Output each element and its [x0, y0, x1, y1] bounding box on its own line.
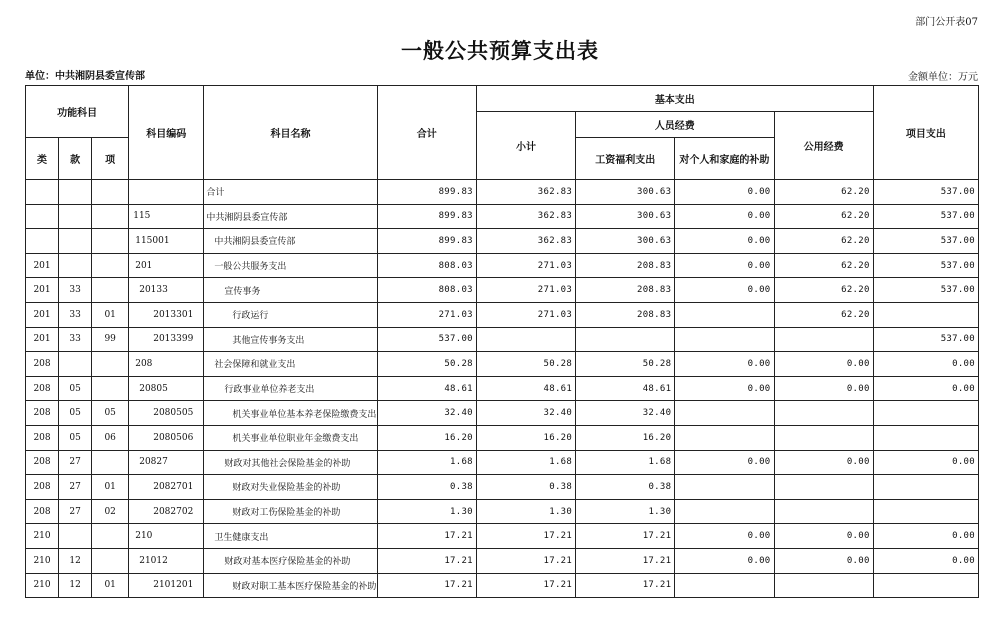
- cell-code: [129, 180, 204, 205]
- cell-xiang: 06: [92, 425, 129, 450]
- cell-public: [774, 327, 873, 352]
- cell-name: 行政运行: [204, 302, 377, 327]
- table-row: [26, 229, 979, 254]
- cell-code: 20805: [129, 376, 204, 401]
- cell-lei: 208: [26, 450, 59, 475]
- cell-subtotal: [476, 327, 575, 352]
- cell-salary: 50.28: [576, 352, 675, 377]
- cell-public: 62.20: [774, 302, 873, 327]
- cell-public: [774, 475, 873, 500]
- cell-xiang: 02: [92, 499, 129, 524]
- table-row: [26, 204, 979, 229]
- cell-public: 62.20: [774, 229, 873, 254]
- cell-salary: [576, 327, 675, 352]
- cell-family: 0.00: [675, 229, 774, 254]
- cell-xiang: [92, 548, 129, 573]
- cell-lei: 208: [26, 475, 59, 500]
- cell-family: [675, 302, 774, 327]
- cell-total: 17.21: [377, 524, 476, 549]
- cell-xiang: [92, 450, 129, 475]
- cell-kuan: [59, 253, 92, 278]
- cell-total: 899.83: [377, 180, 476, 205]
- cell-subtotal: 271.03: [476, 253, 575, 278]
- cell-salary: 0.38: [576, 475, 675, 500]
- department-label: 单位：中共湘阴县委宣传部: [25, 71, 145, 82]
- cell-kuan: 27: [59, 450, 92, 475]
- cell-public: [774, 573, 873, 598]
- cell-total: 48.61: [377, 376, 476, 401]
- cell-salary: 208.83: [576, 253, 675, 278]
- cell-project: [873, 401, 978, 426]
- cell-lei: 208: [26, 401, 59, 426]
- cell-project: 537.00: [873, 278, 978, 303]
- cell-salary: 208.83: [576, 278, 675, 303]
- cell-public: [774, 499, 873, 524]
- cell-name: 财政对失业保险基金的补助: [204, 475, 377, 500]
- cell-total: 0.38: [377, 475, 476, 500]
- cell-salary: 17.21: [576, 524, 675, 549]
- cell-code: 20133: [129, 278, 204, 303]
- cell-lei: [26, 204, 59, 229]
- cell-kuan: 05: [59, 401, 92, 426]
- cell-project: [873, 499, 978, 524]
- cell-family: [675, 425, 774, 450]
- cell-total: 16.20: [377, 425, 476, 450]
- table-row: [26, 376, 979, 401]
- cell-family: [675, 401, 774, 426]
- cell-salary: 1.30: [576, 499, 675, 524]
- cell-salary: 300.63: [576, 204, 675, 229]
- cell-xiang: [92, 376, 129, 401]
- money-unit-label: 金额单位：万元: [908, 72, 978, 83]
- header-basic: 基本支出: [476, 86, 873, 112]
- cell-project: [873, 573, 978, 598]
- cell-xiang: [92, 352, 129, 377]
- cell-total: 899.83: [377, 204, 476, 229]
- cell-kuan: [59, 524, 92, 549]
- table-header: [26, 86, 979, 180]
- cell-project: [873, 475, 978, 500]
- cell-kuan: 27: [59, 499, 92, 524]
- table-body: [26, 180, 979, 598]
- cell-kuan: 05: [59, 425, 92, 450]
- page-title: 一般公共预算支出表: [401, 39, 599, 63]
- header-salary: 工资福利支出: [576, 138, 675, 180]
- cell-name: 中共湘阴县委宣传部: [204, 229, 377, 254]
- cell-kuan: 33: [59, 278, 92, 303]
- cell-lei: 210: [26, 524, 59, 549]
- cell-family: 0.00: [675, 204, 774, 229]
- cell-project: 537.00: [873, 180, 978, 205]
- cell-subtotal: 362.83: [476, 204, 575, 229]
- cell-family: [675, 573, 774, 598]
- header-family: 对个人和家庭的补助: [675, 138, 774, 180]
- cell-lei: [26, 229, 59, 254]
- table-row: [26, 524, 979, 549]
- cell-xiang: [92, 204, 129, 229]
- cell-kuan: 33: [59, 327, 92, 352]
- table-row: [26, 450, 979, 475]
- cell-salary: 17.21: [576, 573, 675, 598]
- cell-code: 208: [129, 352, 204, 377]
- cell-subtotal: 16.20: [476, 425, 575, 450]
- cell-total: 1.30: [377, 499, 476, 524]
- cell-code: 2080505: [129, 401, 204, 426]
- cell-lei: 208: [26, 425, 59, 450]
- cell-name: 其他宣传事务支出: [204, 327, 377, 352]
- cell-kuan: [59, 229, 92, 254]
- cell-family: 0.00: [675, 524, 774, 549]
- cell-subtotal: 271.03: [476, 278, 575, 303]
- cell-public: 62.20: [774, 278, 873, 303]
- cell-lei: [26, 180, 59, 205]
- table-row: [26, 548, 979, 573]
- cell-lei: 208: [26, 376, 59, 401]
- cell-salary: 17.21: [576, 548, 675, 573]
- table-row: [26, 425, 979, 450]
- cell-family: 0.00: [675, 376, 774, 401]
- table-row: [26, 327, 979, 352]
- cell-project: 537.00: [873, 204, 978, 229]
- cell-subtotal: 362.83: [476, 180, 575, 205]
- cell-kuan: [59, 204, 92, 229]
- cell-kuan: 12: [59, 548, 92, 573]
- cell-name: 财政对职工基本医疗保险基金的补助: [204, 573, 377, 598]
- cell-name: 行政事业单位养老支出: [204, 376, 377, 401]
- cell-project: [873, 425, 978, 450]
- cell-family: 0.00: [675, 352, 774, 377]
- cell-family: 0.00: [675, 253, 774, 278]
- cell-code: 2082701: [129, 475, 204, 500]
- cell-subtotal: 17.21: [476, 548, 575, 573]
- cell-salary: 16.20: [576, 425, 675, 450]
- cell-xiang: [92, 180, 129, 205]
- table-row: [26, 499, 979, 524]
- cell-salary: 1.68: [576, 450, 675, 475]
- header-func-subject: 功能科目: [26, 86, 129, 138]
- header-name: 科目名称: [204, 86, 377, 180]
- cell-lei: 201: [26, 327, 59, 352]
- cell-subtotal: 362.83: [476, 229, 575, 254]
- cell-project: 537.00: [873, 229, 978, 254]
- cell-xiang: 01: [92, 302, 129, 327]
- cell-family: [675, 499, 774, 524]
- cell-project: 0.00: [873, 376, 978, 401]
- cell-public: [774, 401, 873, 426]
- table-row: [26, 302, 979, 327]
- cell-xiang: [92, 278, 129, 303]
- header-xiang: 项: [92, 138, 129, 180]
- cell-name: 中共湘阴县委宣传部: [204, 204, 377, 229]
- cell-subtotal: 48.61: [476, 376, 575, 401]
- cell-total: 808.03: [377, 253, 476, 278]
- cell-project: 537.00: [873, 253, 978, 278]
- cell-project: 0.00: [873, 450, 978, 475]
- cell-salary: 208.83: [576, 302, 675, 327]
- cell-project: [873, 302, 978, 327]
- cell-code: 2013301: [129, 302, 204, 327]
- cell-kuan: [59, 180, 92, 205]
- cell-code: 20827: [129, 450, 204, 475]
- cell-xiang: 01: [92, 475, 129, 500]
- header-public: 公用经费: [774, 112, 873, 180]
- table-row: [26, 278, 979, 303]
- header-total: 合计: [377, 86, 476, 180]
- cell-name: 一般公共服务支出: [204, 253, 377, 278]
- cell-total: 271.03: [377, 302, 476, 327]
- cell-public: 62.20: [774, 253, 873, 278]
- cell-subtotal: 50.28: [476, 352, 575, 377]
- cell-lei: 208: [26, 352, 59, 377]
- cell-subtotal: 1.30: [476, 499, 575, 524]
- cell-name: 社会保障和就业支出: [204, 352, 377, 377]
- report-number-label: 部门公开表07: [915, 17, 978, 28]
- cell-subtotal: 0.38: [476, 475, 575, 500]
- table-row: [26, 573, 979, 598]
- cell-total: 808.03: [377, 278, 476, 303]
- header-lei: 类: [26, 138, 59, 180]
- cell-subtotal: 32.40: [476, 401, 575, 426]
- cell-public: [774, 425, 873, 450]
- cell-lei: 210: [26, 548, 59, 573]
- cell-code: 115: [129, 204, 204, 229]
- table-row: [26, 475, 979, 500]
- cell-total: 1.68: [377, 450, 476, 475]
- cell-subtotal: 17.21: [476, 524, 575, 549]
- cell-kuan: 05: [59, 376, 92, 401]
- cell-code: 2080506: [129, 425, 204, 450]
- cell-lei: 210: [26, 573, 59, 598]
- cell-public: 0.00: [774, 524, 873, 549]
- cell-salary: 48.61: [576, 376, 675, 401]
- cell-xiang: 01: [92, 573, 129, 598]
- cell-name: 合计: [204, 180, 377, 205]
- cell-name: 机关事业单位基本养老保险缴费支出: [204, 401, 377, 426]
- cell-kuan: 33: [59, 302, 92, 327]
- cell-subtotal: 17.21: [476, 573, 575, 598]
- cell-name: 财政对其他社会保险基金的补助: [204, 450, 377, 475]
- cell-kuan: 12: [59, 573, 92, 598]
- cell-lei: 201: [26, 278, 59, 303]
- header-code: 科目编码: [129, 86, 204, 180]
- cell-name: 宣传事务: [204, 278, 377, 303]
- table-row: [26, 352, 979, 377]
- cell-code: 2101201: [129, 573, 204, 598]
- cell-name: 财政对基本医疗保险基金的补助: [204, 548, 377, 573]
- cell-family: 0.00: [675, 450, 774, 475]
- cell-total: 537.00: [377, 327, 476, 352]
- cell-family: 0.00: [675, 278, 774, 303]
- cell-total: 32.40: [377, 401, 476, 426]
- cell-family: [675, 475, 774, 500]
- cell-salary: 32.40: [576, 401, 675, 426]
- cell-name: 机关事业单位职业年金缴费支出: [204, 425, 377, 450]
- header-subtotal: 小计: [476, 112, 575, 180]
- cell-xiang: [92, 229, 129, 254]
- cell-family: [675, 327, 774, 352]
- cell-code: 210: [129, 524, 204, 549]
- header-personnel: 人员经费: [576, 112, 774, 138]
- cell-xiang: [92, 253, 129, 278]
- cell-total: 50.28: [377, 352, 476, 377]
- cell-code: 115001: [129, 229, 204, 254]
- budget-table: [25, 85, 979, 598]
- cell-public: 0.00: [774, 548, 873, 573]
- cell-code: 2082702: [129, 499, 204, 524]
- cell-kuan: 27: [59, 475, 92, 500]
- cell-xiang: 05: [92, 401, 129, 426]
- cell-code: 201: [129, 253, 204, 278]
- cell-lei: 201: [26, 302, 59, 327]
- cell-total: 17.21: [377, 548, 476, 573]
- cell-public: 0.00: [774, 450, 873, 475]
- cell-public: 0.00: [774, 376, 873, 401]
- cell-subtotal: 271.03: [476, 302, 575, 327]
- cell-project: 0.00: [873, 524, 978, 549]
- table-row: [26, 401, 979, 426]
- cell-family: 0.00: [675, 180, 774, 205]
- cell-subtotal: 1.68: [476, 450, 575, 475]
- cell-xiang: 99: [92, 327, 129, 352]
- cell-lei: 208: [26, 499, 59, 524]
- cell-xiang: [92, 524, 129, 549]
- cell-public: 0.00: [774, 352, 873, 377]
- cell-name: 财政对工伤保险基金的补助: [204, 499, 377, 524]
- cell-project: 0.00: [873, 352, 978, 377]
- cell-code: 2013399: [129, 327, 204, 352]
- cell-salary: 300.63: [576, 229, 675, 254]
- cell-code: 21012: [129, 548, 204, 573]
- cell-project: 0.00: [873, 548, 978, 573]
- cell-project: 537.00: [873, 327, 978, 352]
- cell-name: 卫生健康支出: [204, 524, 377, 549]
- header-kuan: 款: [59, 138, 92, 180]
- table-row: [26, 180, 979, 205]
- cell-kuan: [59, 352, 92, 377]
- cell-lei: 201: [26, 253, 59, 278]
- cell-total: 899.83: [377, 229, 476, 254]
- cell-family: 0.00: [675, 548, 774, 573]
- cell-public: 62.20: [774, 204, 873, 229]
- cell-public: 62.20: [774, 180, 873, 205]
- table-row: [26, 253, 979, 278]
- header-project: 项目支出: [873, 86, 978, 180]
- cell-salary: 300.63: [576, 180, 675, 205]
- cell-total: 17.21: [377, 573, 476, 598]
